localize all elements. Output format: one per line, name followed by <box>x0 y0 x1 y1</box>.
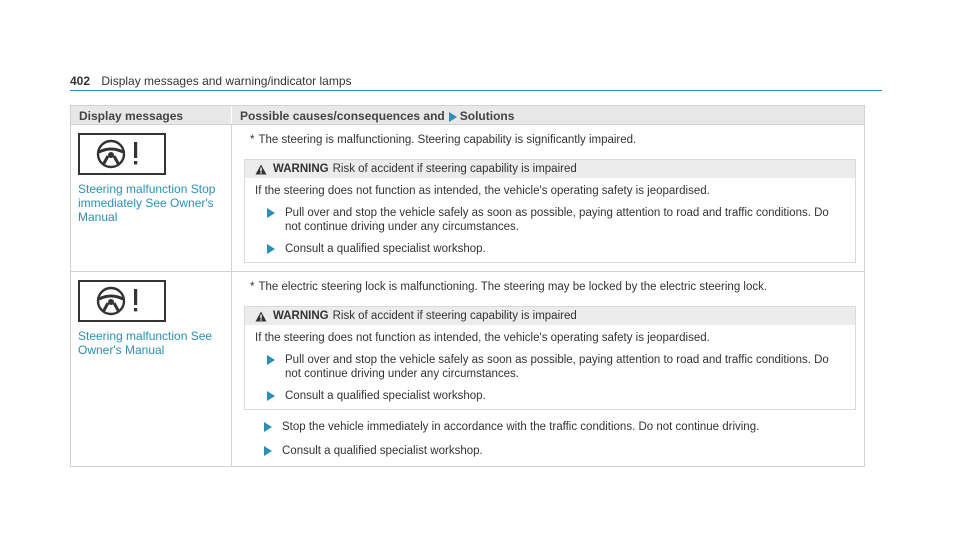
steering-wheel-warning-icon <box>78 280 166 322</box>
cause-text <box>240 280 856 294</box>
warning-header <box>245 307 855 325</box>
cause-marker: * <box>250 281 255 293</box>
table-row <box>71 124 864 271</box>
cause-marker: * <box>250 134 255 146</box>
warning-title: Risk of accident if steering capability is impaired <box>332 163 577 175</box>
warning-step-text: Pull over and stop the vehicle safely as soon as possible, paying attention to road and traffic conditions. Do not continue driving under any circumstances. <box>285 207 829 233</box>
warning-step-text: Consult a qualified specialist workshop. <box>285 243 486 255</box>
cause-description: The steering is malfunctioning. Steering capability is significantly impaired. <box>258 134 637 146</box>
table-row <box>71 271 864 466</box>
warning-step-text: Pull over and stop the vehicle safely as soon as possible, paying attention to road and traffic conditions. Do not continue driving under any circumstances. <box>285 354 829 380</box>
solution-step-text: Consult a qualified specialist workshop. <box>282 445 483 457</box>
header-divider <box>70 90 882 91</box>
causes-cell <box>231 272 864 466</box>
causes-cell <box>231 125 864 271</box>
column-header-causes-label: Possible causes/consequences and <box>240 109 445 123</box>
warning-step <box>255 353 845 381</box>
display-messages-table <box>70 105 865 467</box>
warning-step <box>255 242 845 256</box>
step-arrow-icon <box>267 355 275 365</box>
page-number: 402 <box>70 74 91 88</box>
column-header-solutions-label: Solutions <box>459 109 515 123</box>
display-message-cell <box>71 272 231 466</box>
display-message-text: Steering malfunction See Owner's Manual <box>78 329 213 357</box>
warning-body <box>245 178 855 262</box>
solution-arrow-icon <box>449 112 457 122</box>
warning-title: Risk of accident if steering capability is impaired <box>332 310 577 322</box>
solution-step <box>240 420 856 434</box>
warning-step <box>255 206 845 234</box>
warning-triangle-icon <box>255 164 267 175</box>
warning-label: WARNING <box>273 310 329 322</box>
page-header-title: Display messages and warning/indicator lamps <box>101 74 352 88</box>
warning-triangle-icon <box>255 311 267 322</box>
column-header-display-messages: Display messages <box>79 109 184 123</box>
page-header <box>70 74 882 88</box>
solution-step-text: Stop the vehicle immediately in accordance with the traffic conditions. Do not continue driving. <box>282 421 760 433</box>
cause-text <box>240 133 856 147</box>
step-arrow-icon <box>264 422 272 432</box>
step-arrow-icon <box>264 446 272 456</box>
table-header <box>71 106 864 124</box>
display-message-text: Steering malfunction Stop immediately See Owner's Manual <box>78 182 216 224</box>
solution-step <box>240 444 856 458</box>
warning-text: If the steering does not function as intended, the vehicle's operating safety is jeopardised. <box>255 332 710 344</box>
warning-step <box>255 389 845 403</box>
warning-step-text: Consult a qualified specialist workshop. <box>285 390 486 402</box>
warning-text: If the steering does not function as intended, the vehicle's operating safety is jeopardised. <box>255 185 710 197</box>
step-arrow-icon <box>267 208 275 218</box>
cause-description: The electric steering lock is malfunctioning. The steering may be locked by the electric steering lock. <box>258 281 768 293</box>
display-message-cell <box>71 125 231 271</box>
step-arrow-icon <box>267 244 275 254</box>
warning-header <box>245 160 855 178</box>
warning-label: WARNING <box>273 163 329 175</box>
warning-box <box>244 159 856 263</box>
step-arrow-icon <box>267 391 275 401</box>
warning-body <box>245 325 855 409</box>
steering-wheel-warning-icon <box>78 133 166 175</box>
warning-box <box>244 306 856 410</box>
column-header-causes <box>231 106 864 124</box>
